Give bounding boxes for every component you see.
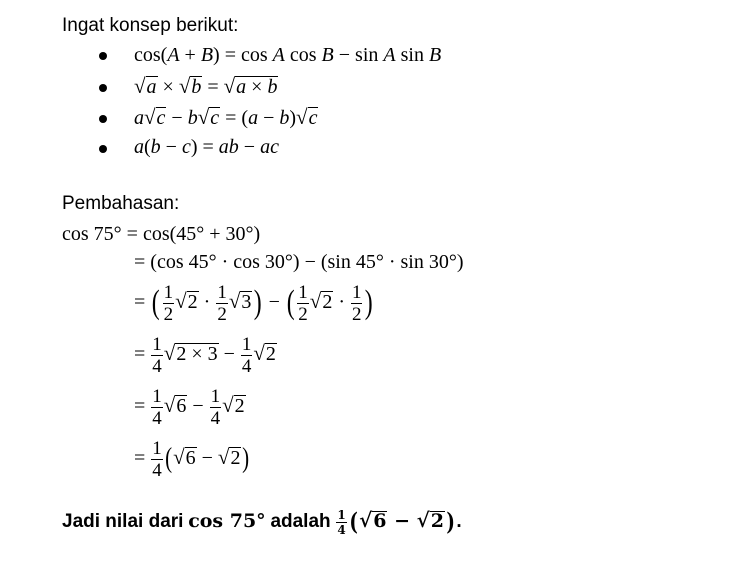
- concept-1: cos(A + B) = cos A cos B − sin A sin B: [134, 44, 442, 66]
- conclusion-expression: cos 75°: [188, 510, 266, 532]
- bullet-4: [99, 145, 107, 153]
- conclusion-prefix: Jadi nilai dari: [62, 511, 184, 532]
- concept-2: √a × √b = √a × b: [134, 74, 278, 98]
- intro-text: Ingat konsep berikut:: [62, 15, 239, 36]
- step-1: cos 75° = cos(45° + 30°): [62, 223, 261, 245]
- step-4: = $\frac{1}{4}$ √2 × 3 − $\frac{1}{4}$ √2: [134, 333, 276, 377]
- conclusion: [62, 508, 462, 536]
- step-3: = ( $\frac{1}{2}$ √2 · $\frac{1}{2}$ √3) − ( $\frac{1}{2}$ √2 · $\frac{1}{2}$ ): [134, 281, 374, 325]
- bullet-3: [99, 115, 107, 123]
- conclusion-end: .: [456, 511, 462, 532]
- concept-3: a√c − b√c = (a − b)√c: [134, 105, 318, 129]
- bullet-2: [99, 84, 107, 92]
- conclusion-middle: adalah: [270, 511, 331, 532]
- step-5: = $\frac{1}{4}$ √6 − $\frac{1}{4}$ √2: [134, 385, 245, 429]
- concept-4: a(b − c) = ab − ac: [134, 136, 279, 158]
- step-2: = (cos 45° · cos 30°) − (sin 45° · sin 30°): [134, 251, 464, 273]
- step-6: = $\frac{1}{4}$ (√6 − √2): [134, 437, 250, 481]
- conclusion-answer: $\frac{1}{4}$ (√6 − √2 ): [337, 507, 455, 537]
- discussion-heading: Pembahasan:: [62, 193, 180, 214]
- bullet-1: [99, 52, 107, 60]
